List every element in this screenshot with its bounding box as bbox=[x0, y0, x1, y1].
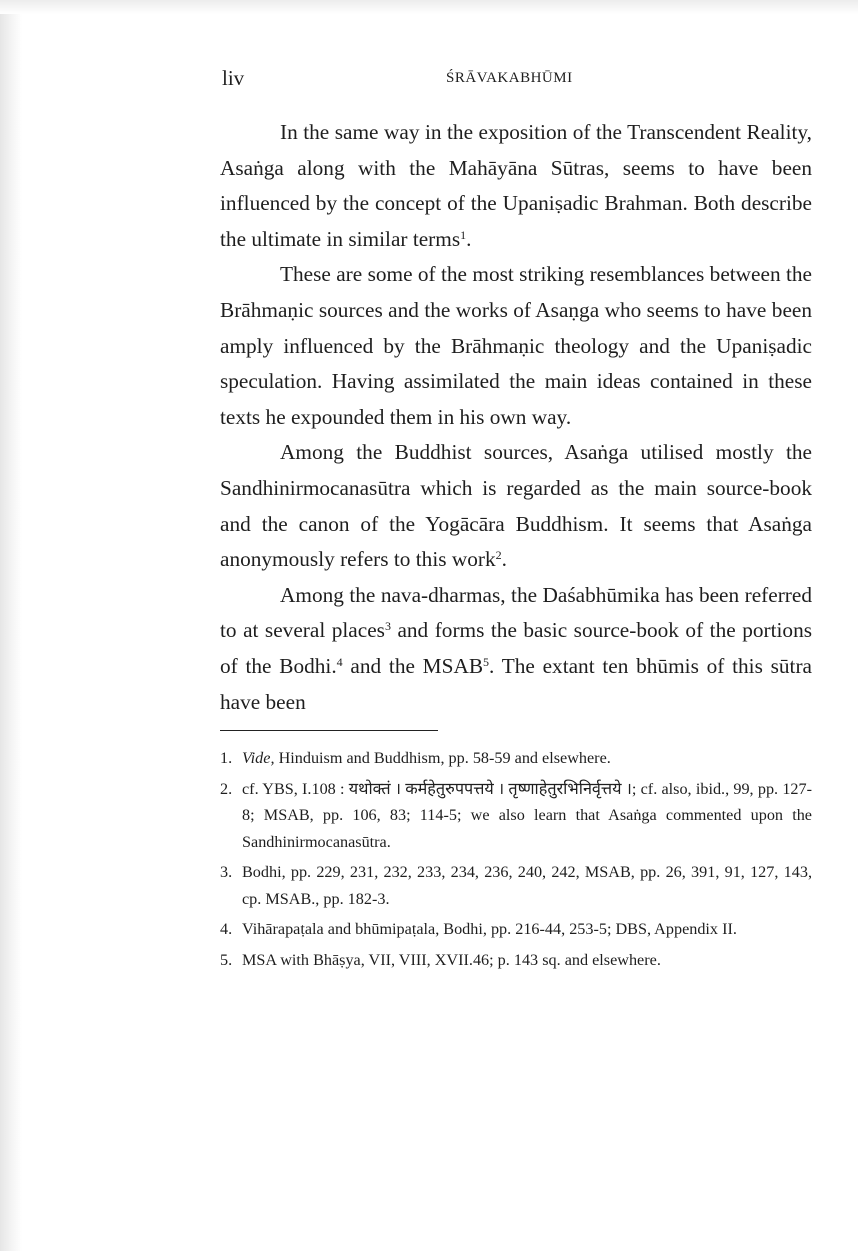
book-page bbox=[220, 60, 812, 977]
footnotes bbox=[220, 745, 812, 973]
paragraph-4-text: Among the nava-dharmas, the Daśabhūmika has been referred to at several places bbox=[220, 582, 812, 643]
footnote bbox=[220, 859, 812, 912]
footnote-text: Bodhi, pp. 229, 231, 232, 233, 234, 236, 240, 242, MSAB, pp. 26, 391, 91, 127, 143, cp. MSAB., pp. 182-3. bbox=[242, 863, 812, 908]
paragraph-2 bbox=[220, 257, 812, 435]
footnote bbox=[220, 916, 812, 943]
footnote-emphasis: Vide, bbox=[242, 749, 275, 768]
scan-shadow-top bbox=[0, 0, 858, 14]
paragraph-3-text: Among the Buddhist sources, Asaṅga utilised mostly the Sandhinirmocanasūtra which is regarded as the main source-book and the canon of the Yogācāra Buddhism. It seems that Asaṅga anonymously refers to this work bbox=[220, 440, 812, 572]
body-text bbox=[220, 115, 812, 720]
footnote bbox=[220, 947, 812, 974]
paragraph-4-text-4: . The extant ten bhūmis of this sūtra have been bbox=[220, 653, 813, 714]
footnote-number: 3. bbox=[220, 863, 233, 882]
footnote-text: Vihārapaṭala and bhūmipaṭala, Bodhi, pp. 216-44, 253-5; DBS, Appendix II. bbox=[242, 920, 737, 939]
footnote-divider bbox=[220, 730, 438, 731]
footnote-number: 2. bbox=[220, 779, 233, 798]
footnote-ref-1: 1 bbox=[460, 227, 467, 242]
scan-shadow-left bbox=[0, 0, 22, 1251]
footnote-text: MSA with Bhāṣya, VII, VIII, XVII.46; p. 143 sq. and elsewhere. bbox=[242, 950, 661, 969]
footnote-body: Hinduism and Buddhism, pp. 58-59 and elsewhere. bbox=[274, 749, 611, 768]
footnote-ref-4: 4 bbox=[336, 654, 343, 669]
footnote-ref-2: 2 bbox=[495, 548, 502, 563]
paragraph-4 bbox=[220, 578, 812, 720]
footnote-text bbox=[242, 745, 812, 772]
paragraph-3-tail: . bbox=[501, 547, 507, 572]
page-number: liv bbox=[222, 66, 245, 90]
footnote bbox=[220, 776, 812, 856]
paragraph-3 bbox=[220, 435, 812, 577]
running-title: ŚRĀVAKABHŪMI bbox=[446, 70, 573, 86]
paragraph-4-text-3: and the MSAB bbox=[342, 653, 484, 678]
footnote-number: 1. bbox=[220, 749, 233, 768]
footnote-ref-5: 5 bbox=[483, 654, 490, 669]
page-header bbox=[220, 60, 812, 94]
footnote-text: cf. YBS, I.108 : यथोक्तं । कर्महेतुरुपपत्तये । तृष्णाहेतुरभिनिर्वृत्तये ।; cf. also, ibid., 99, pp. 127-8; MSAB, pp. 106, 83; 114-5; we also learn that Asaṅga commented upon the Sandhinirmocanasūtra. bbox=[242, 779, 812, 851]
paragraph-2-text: These are some of the most striking resemblances between the Brāhmaṇic sources and the works of Asaṇga who seems to have been amply influenced by the Brāhmaṇic theology and the Upaniṣadic speculation. Having assimilated the main ideas contained in these texts he expounded them in his own way. bbox=[220, 262, 812, 429]
paragraph-1 bbox=[220, 115, 812, 257]
paragraph-1-tail: . bbox=[466, 226, 472, 251]
footnote-ref-3: 3 bbox=[384, 619, 391, 634]
footnote-number: 4. bbox=[220, 920, 233, 939]
paragraph-4-text-2: and forms the basic source-book of the portions of the Bodhi. bbox=[220, 618, 813, 678]
footnote bbox=[220, 745, 812, 772]
paragraph-1-text: In the same way in the exposition of the Transcendent Reality, Asaṅga along with the Mahāyāna Sūtras, seems to have been influenced by the concept of the Upaniṣadic Brahman. Both describe the ultimate in similar terms bbox=[220, 120, 812, 251]
footnote-number: 5. bbox=[220, 950, 233, 969]
